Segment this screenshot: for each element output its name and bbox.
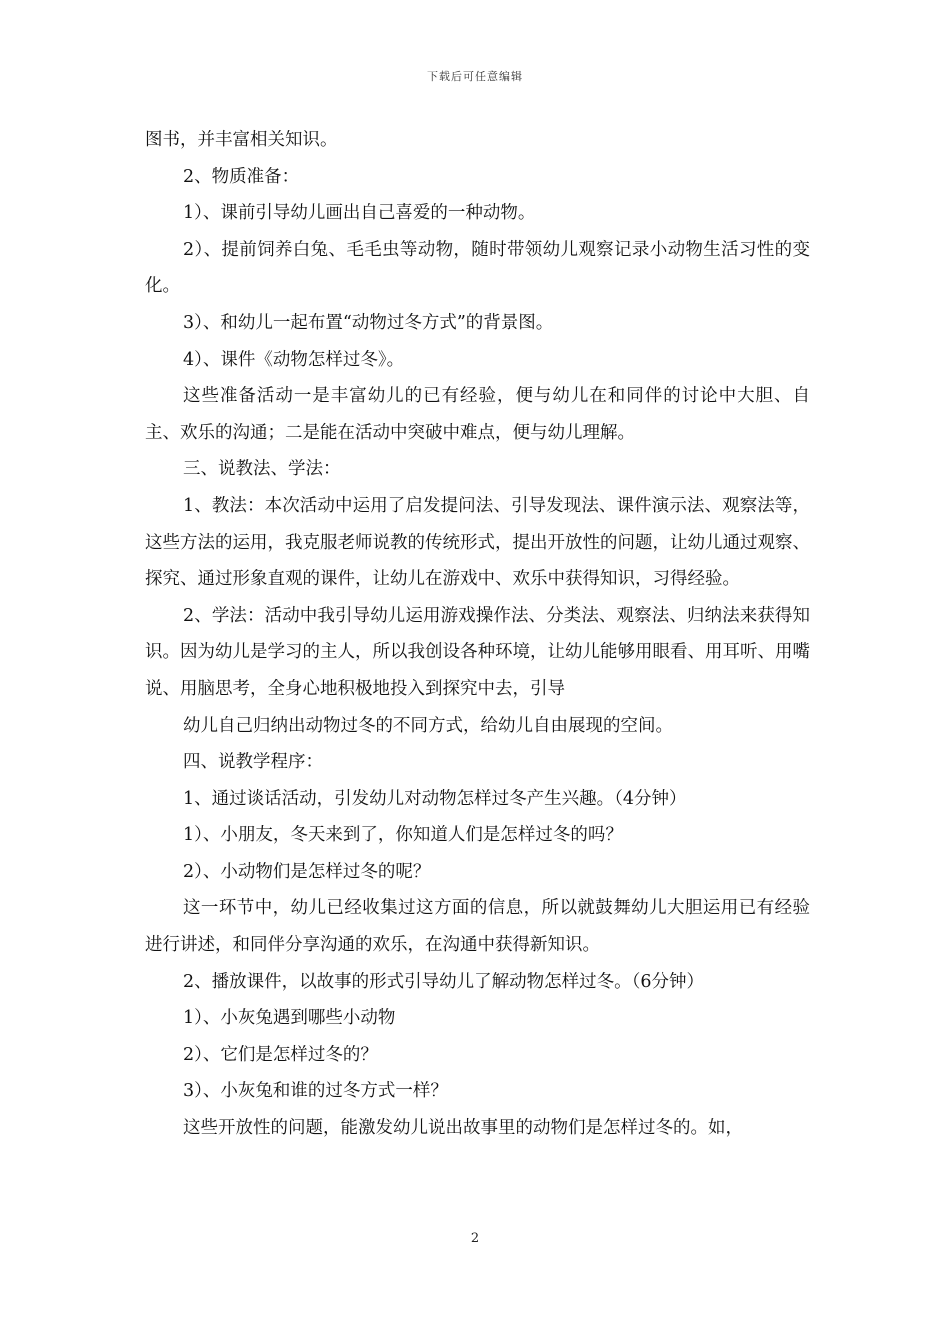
paragraph: 1）、课前引导幼儿画出自己喜爱的一种动物。 — [183, 203, 536, 224]
paragraph: 1）、小灰兔遇到哪些小动物 — [183, 1008, 396, 1029]
paragraph: 这些开放性的问题，能激发幼儿说出故事里的动物们是怎样过冬的。如， — [183, 1118, 743, 1139]
paragraph: 三、说教法、学法： — [183, 459, 341, 480]
paragraph: 1、教法：本次活动中运用了启发提问法、引导发现法、课件演示法、观察法等，这些方法的运用，我克服老师说教的传统形式，提出开放性的问题，让幼儿通过观察、探究、通过形象直观的课件，让幼儿在游戏中、欢乐中获得知识，习得经验。 — [145, 495, 810, 590]
page-number: 2 — [470, 1231, 480, 1246]
paragraph: 4）、课件《动物怎样过冬》。 — [183, 349, 405, 370]
paragraph: 2）、它们是怎样过冬的？ — [183, 1044, 378, 1065]
paragraph: 这一环节中，幼儿已经收集过这方面的信息，所以就鼓舞幼儿大胆运用已有经验进行讲述，和同伴分享沟通的欢乐，在沟通中获得新知识。 — [145, 898, 810, 956]
paragraph: 3）、和幼儿一起布置“动物过冬方式”的背景图。 — [183, 312, 554, 333]
paragraph: 1）、小朋友，冬天来到了，你知道人们是怎样过冬的吗？ — [183, 825, 623, 846]
document-body — [145, 122, 810, 1147]
paragraph: 2）、小动物们是怎样过冬的呢？ — [183, 861, 431, 882]
paragraph: 3）、小灰兔和谁的过冬方式一样？ — [183, 1081, 448, 1102]
paragraph: 1、通过谈话活动，引发幼儿对动物怎样过冬产生兴趣。（4分钟） — [183, 788, 687, 809]
page-header: 下载后可任意编辑 — [427, 70, 523, 83]
paragraph: 幼儿自己归纳出动物过冬的不同方式，给幼儿自由展现的空间。 — [183, 715, 673, 736]
paragraph: 图书，并丰富相关知识。 — [145, 130, 338, 150]
paragraph: 2、物质准备： — [183, 166, 300, 187]
paragraph: 2、播放课件，以故事的形式引导幼儿了解动物怎样过冬。（6分钟） — [183, 971, 705, 992]
paragraph: 这些准备活动一是丰富幼儿的已有经验，便与幼儿在和同伴的讨论中大胆、自主、欢乐的沟通；二是能在活动中突破中难点，便与幼儿理解。 — [145, 386, 810, 443]
paragraph: 2）、提前饲养白兔、毛毛虫等动物，随时带领幼儿观察记录小动物生活习性的变化。 — [145, 239, 810, 297]
paragraph: 2、学法：活动中我引导幼儿运用游戏操作法、分类法、观察法、归纳法来获得知识。因为幼儿是学习的主人，所以我创设各种环境，让幼儿能够用眼看、用耳听、用嘴说、用脑思考，全身心地积极地投入到探究中去，引导 — [145, 605, 810, 699]
paragraph: 四、说教学程序： — [183, 752, 323, 773]
